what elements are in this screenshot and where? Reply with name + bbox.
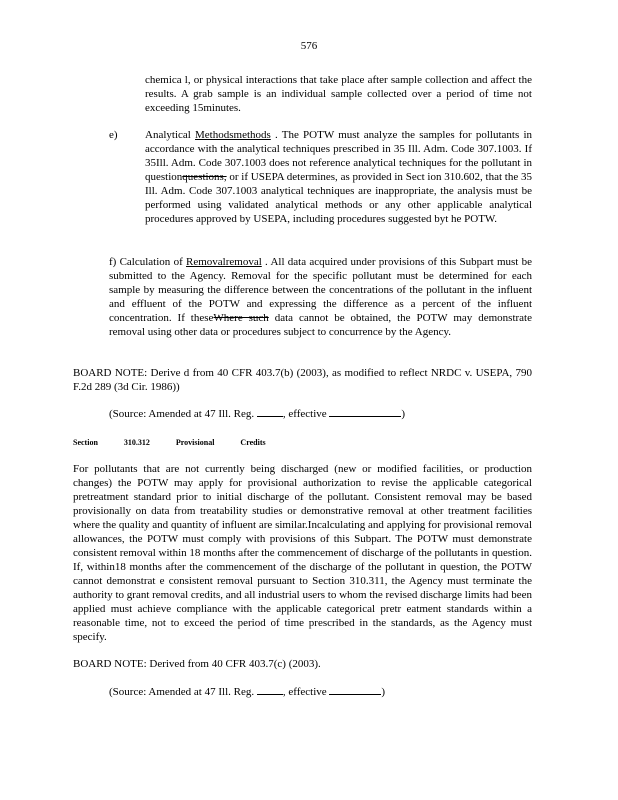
source-1-date-blank (329, 406, 401, 417)
section-title-2: Credits (240, 438, 266, 447)
continued-paragraph (145, 73, 532, 115)
source-2-reg-blank (257, 684, 283, 695)
source-2-prefix: (Source: Amended at 47 Ill. Reg. (109, 686, 255, 698)
item-e-text-2: or if USEPA determines, as provided in Sect ion 310.602, that the 35 Ill. Adm. Code 307.1003 analytical techniques are inappropriate, the analysis must be performed using validated analytical methods or any other applicable analytical procedures approved by USEPA, including procedures suggested byt he POTW. (145, 171, 532, 225)
item-e-label: e) (109, 129, 118, 141)
item-e-text (145, 128, 532, 226)
section-body (73, 462, 532, 644)
item-e (109, 128, 532, 226)
item-e-title-amended: Methodsmethods (195, 129, 271, 141)
section-heading (73, 436, 532, 450)
section-label: Section (73, 438, 98, 447)
board-note-2-text: BOARD NOTE: Derived from 40 CFR 403.7(c) (2003). (73, 658, 321, 670)
source-2-mid: , effective (282, 686, 327, 698)
source-1-mid: , effective (282, 408, 327, 420)
continued-paragraph-text: chemica l, or physical interactions that take place after sample collection and affect the results. A grab sample is an individual sample collected over a period of time not exceeding 15minutes. (145, 74, 532, 114)
item-f-deleted-text: Where such (213, 312, 269, 324)
item-e-deleted-text: questions, (182, 171, 227, 183)
item-f (109, 255, 532, 339)
item-e-title: Analytical (145, 129, 196, 141)
item-f-text (109, 255, 532, 339)
item-e-text-1: . The POTW must analyze the samples for pollutants in accordance with the analytical techniques prescribed in 35 Ill. Adm. Code 307.1003. If 35Ill. Adm. Code 307.1003 does not reference analytical techniques for the pollutant in question (145, 129, 532, 183)
source-note-2 (109, 684, 532, 699)
section-body-text: For pollutants that are not currently being discharged (new or modified facilities, or production changes) the POTW may apply for provisional authorization to revise the applicable categorical pretreatment standard prior to initial discharge of the pollutant. Consistent removal may be based provisionally on data from treatability studies or demonstrative removal at other treatment facilities where the quality and quantity of influent are similar.Incalculating and applying for provisional removal allowances, the POTW must comply with provisions of this Subpart. The POTW must demonstrate consistent removal within 18 months after the commencement of discharge of the pollutants in question. If, within18 months after the commencement of the discharge of the pollutant in question, the POTW cannot demonstrat e consistent removal pursuant to Section 310.311, the Agency must terminate the authority to grant removal credits, and all industrial users to whom the revised discharge limits had been applied must achieve compliance with the applicable categorical pretr eatment standards within a reasonable time, not to exceed the period of time prescribed in the standards, as the Agency must specify. (73, 463, 532, 643)
item-f-text-2: data cannot be obtained, the POTW may demonstrate removal using other data or procedures subject to concurrence by the Agency. (109, 312, 532, 338)
source-2-date-blank (329, 684, 381, 695)
item-f-text-1: . All data acquired under provisions of this Subpart must be submitted to the Agency. Removal for the specific pollutant must be determined for each sample by measuring the difference between the concentrations of the pollutant in the influent and effluent of the POTW and expressing the difference as a percent of the influent concentration. If these (109, 256, 532, 324)
board-note-1-text: BOARD NOTE: Derive d from 40 CFR 403.7(b) (2003), as modified to reflect NRDC v. USEPA, 790 F.2d 289 (3d Cir. 1986)) (73, 367, 532, 393)
source-1-prefix: (Source: Amended at 47 Ill. Reg. (109, 408, 255, 420)
board-note-2 (73, 657, 532, 671)
source-1-reg-blank (257, 406, 283, 417)
source-note-1 (109, 406, 532, 421)
section-title-1: Provisional (175, 438, 215, 447)
source-note-2-text (109, 684, 532, 699)
item-f-label: f) Calculation of (109, 256, 186, 268)
item-f-title-amended: Removalremoval (186, 256, 262, 268)
source-1-suffix: ) (401, 408, 406, 420)
section-number: 310.312 (123, 438, 150, 447)
board-note-1 (73, 366, 532, 394)
source-2-suffix: ) (381, 686, 386, 698)
source-note-1-text (109, 406, 532, 421)
page-number: 576 (300, 40, 318, 52)
